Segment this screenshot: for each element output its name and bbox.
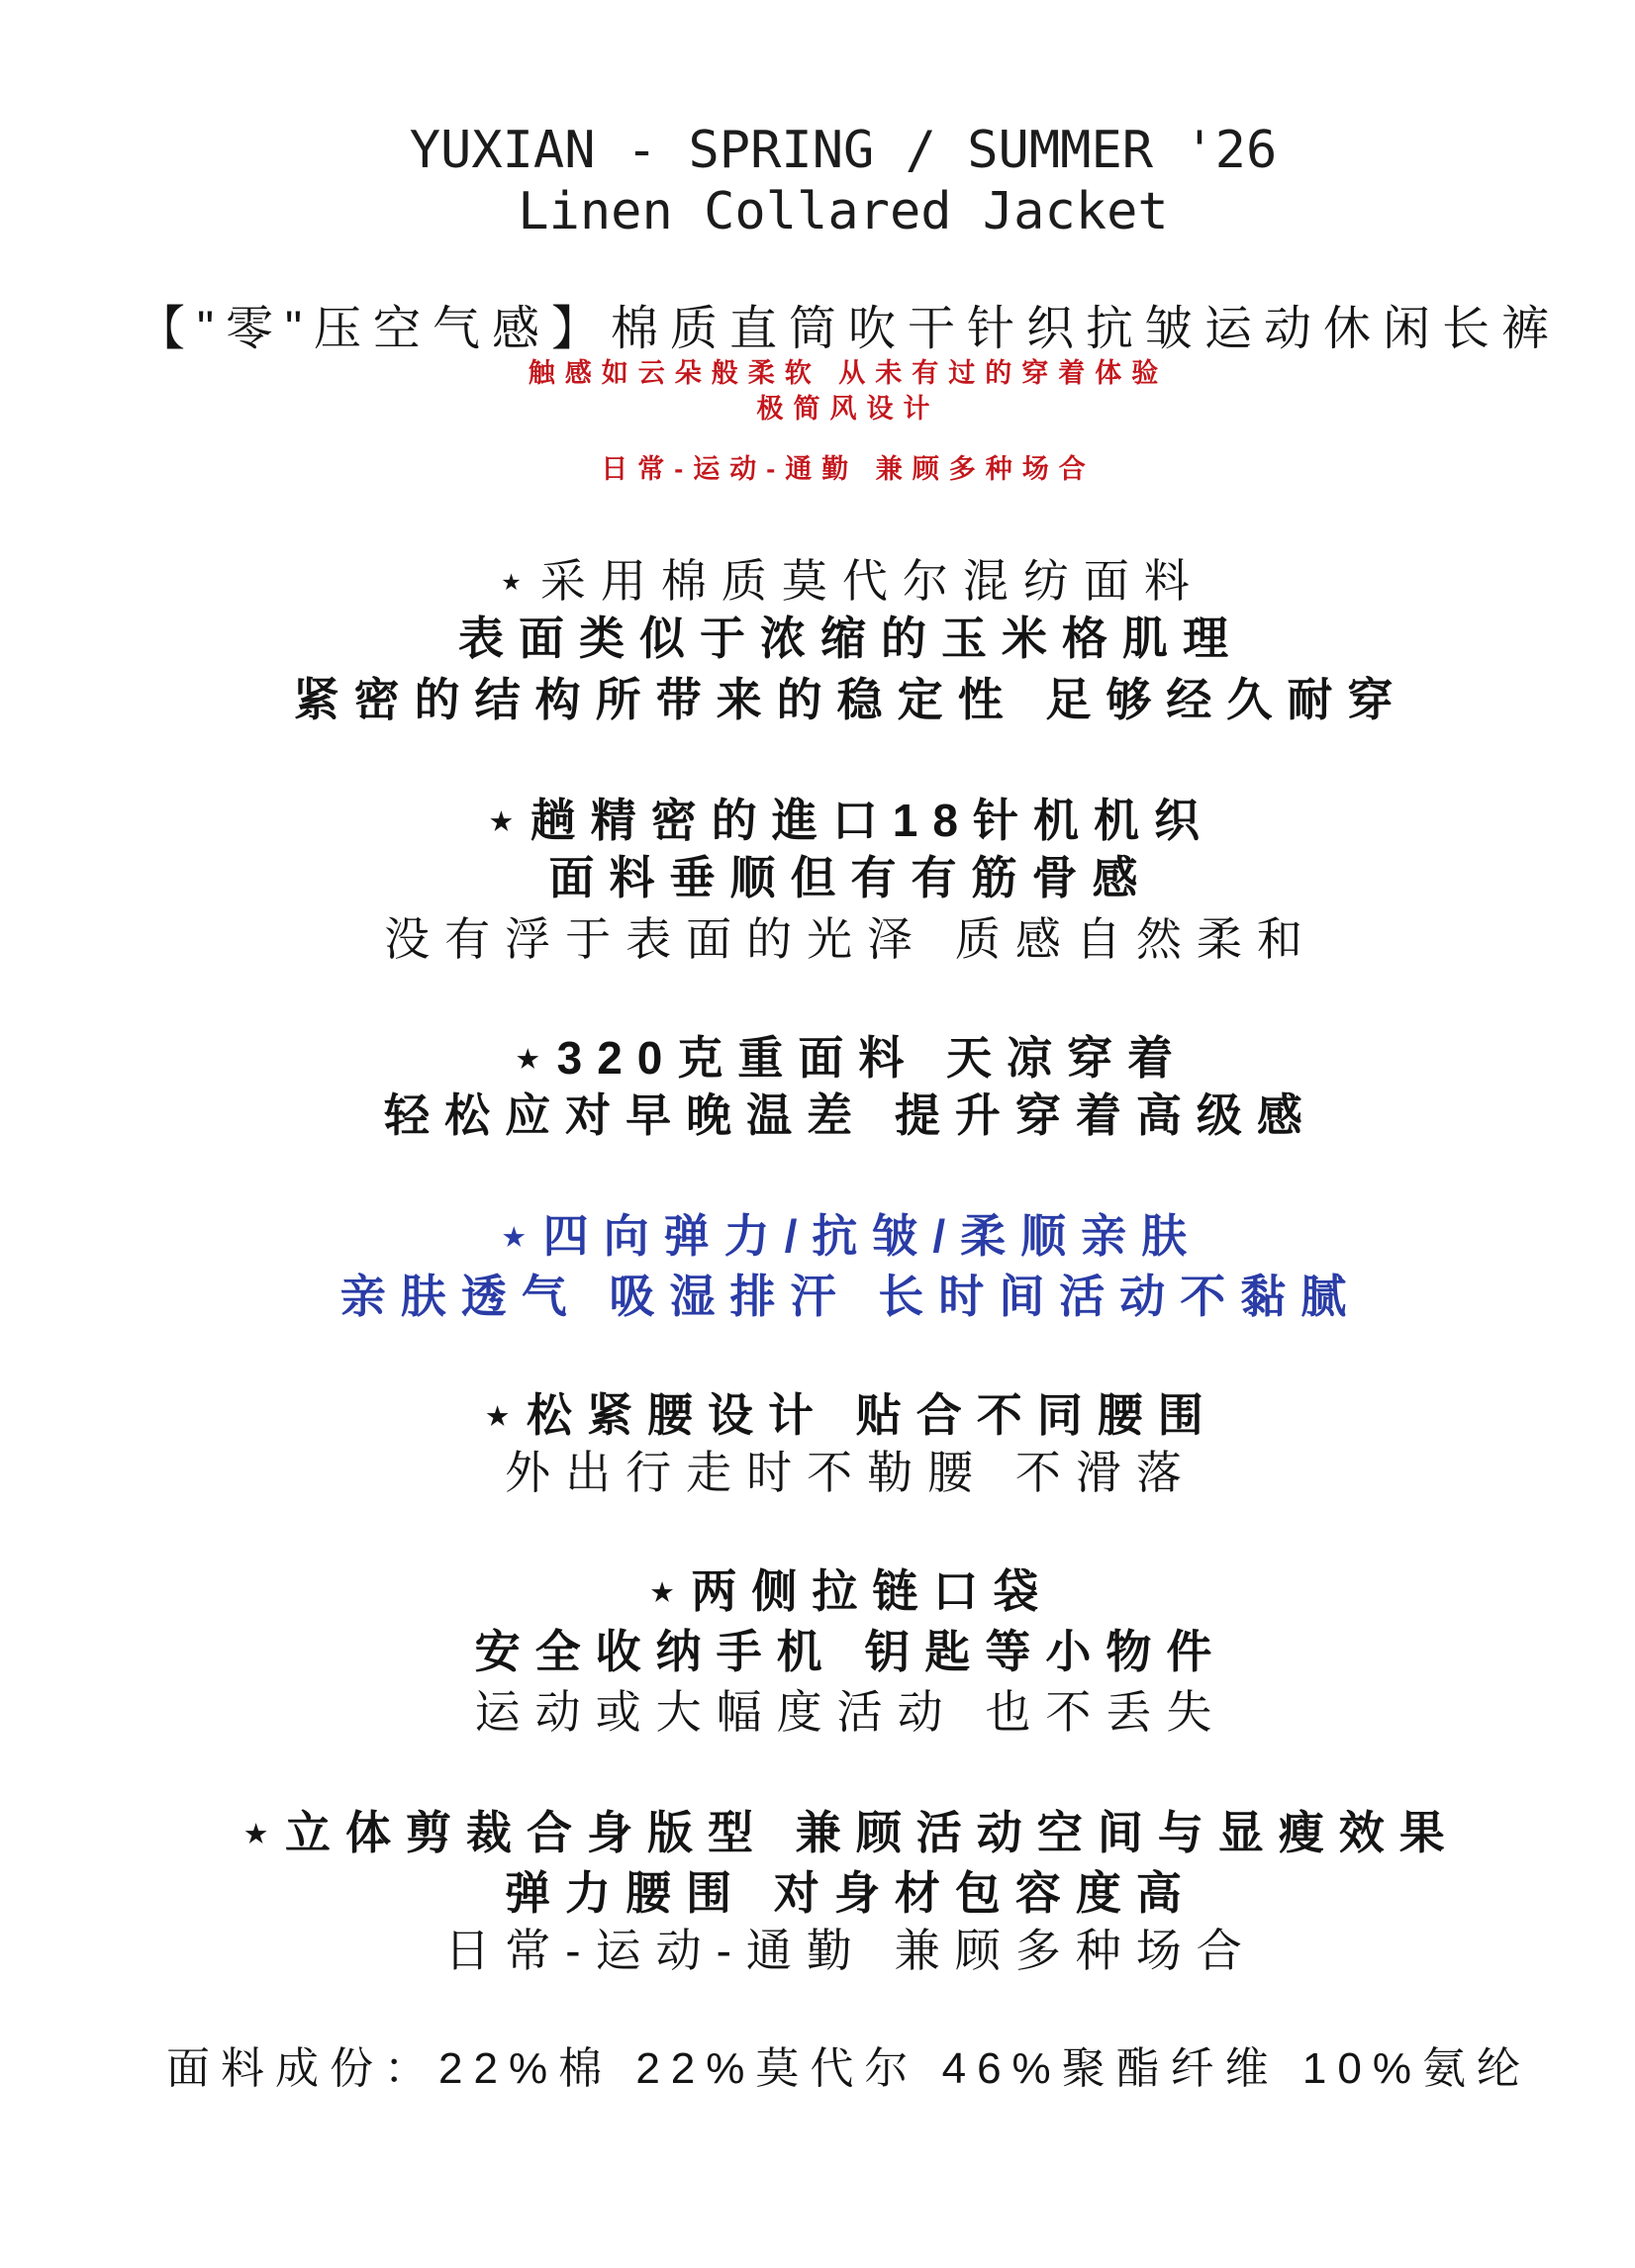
product-name: Linen Collared Jacket [518,182,1169,241]
collection-title: YUXIAN - SPRING / SUMMER '26 [409,121,1278,180]
feature-detail: 没有浮于表面的光泽 质感自然柔和 [384,913,1317,965]
tagline-design: 极简风设计 [756,394,940,424]
feature-detail: 表面类似于浓缩的玉米格肌理 [458,613,1243,664]
feature-heading: ⋆趟精密的進口18针机机织 [487,795,1214,846]
feature-heading: ⋆松紧腰设计 贴合不同腰围 [483,1389,1218,1441]
product-title-cn: 【"零"压空气感】棉质直筒吹干针织抗皱运动休闲长裤 [137,303,1562,355]
feature-detail: 弹力腰围 对身材包容度高 [505,1867,1197,1919]
feature-heading: ⋆立体剪裁合身版型 兼顾活动空间与显瘦效果 [241,1807,1460,1858]
tagline-occasions: 日常-运动-通勤 兼顾多种场合 [601,454,1096,484]
feature-detail: 运动或大幅度活动 也不丢失 [474,1686,1227,1738]
feature-detail: 安全收纳手机 钥匙等小物件 [474,1626,1227,1677]
feature-heading: ⋆两侧拉链口袋 [647,1565,1054,1617]
feature-heading: ⋆四向弹力/抗皱/柔顺亲肤 [499,1210,1202,1262]
feature-detail: 日常-运动-通勤 兼顾多种场合 [444,1925,1257,1976]
feature-detail: 紧密的结构所带来的稳定性 足够经久耐穿 [293,674,1408,725]
feature-heading: ⋆采用棉质莫代尔混纺面料 [497,555,1204,607]
feature-detail: 外出行走时不勒腰 不滑落 [505,1447,1197,1498]
feature-heading: ⋆320克重面料 天凉穿着 [513,1032,1189,1084]
feature-detail: 轻松应对早晚温差 提升穿着高级感 [384,1089,1317,1141]
tagline-comfort: 触感如云朵般柔软 从未有过的穿着体验 [528,358,1169,388]
feature-detail: 亲肤透气 吸湿排汗 长时间活动不黏腻 [339,1271,1362,1322]
feature-detail: 面料垂顺但有有筋骨感 [548,852,1153,903]
fabric-composition: 面料成份：22%棉 22%莫代尔 46%聚酯纤维 10%氨纶 [166,2044,1531,2093]
